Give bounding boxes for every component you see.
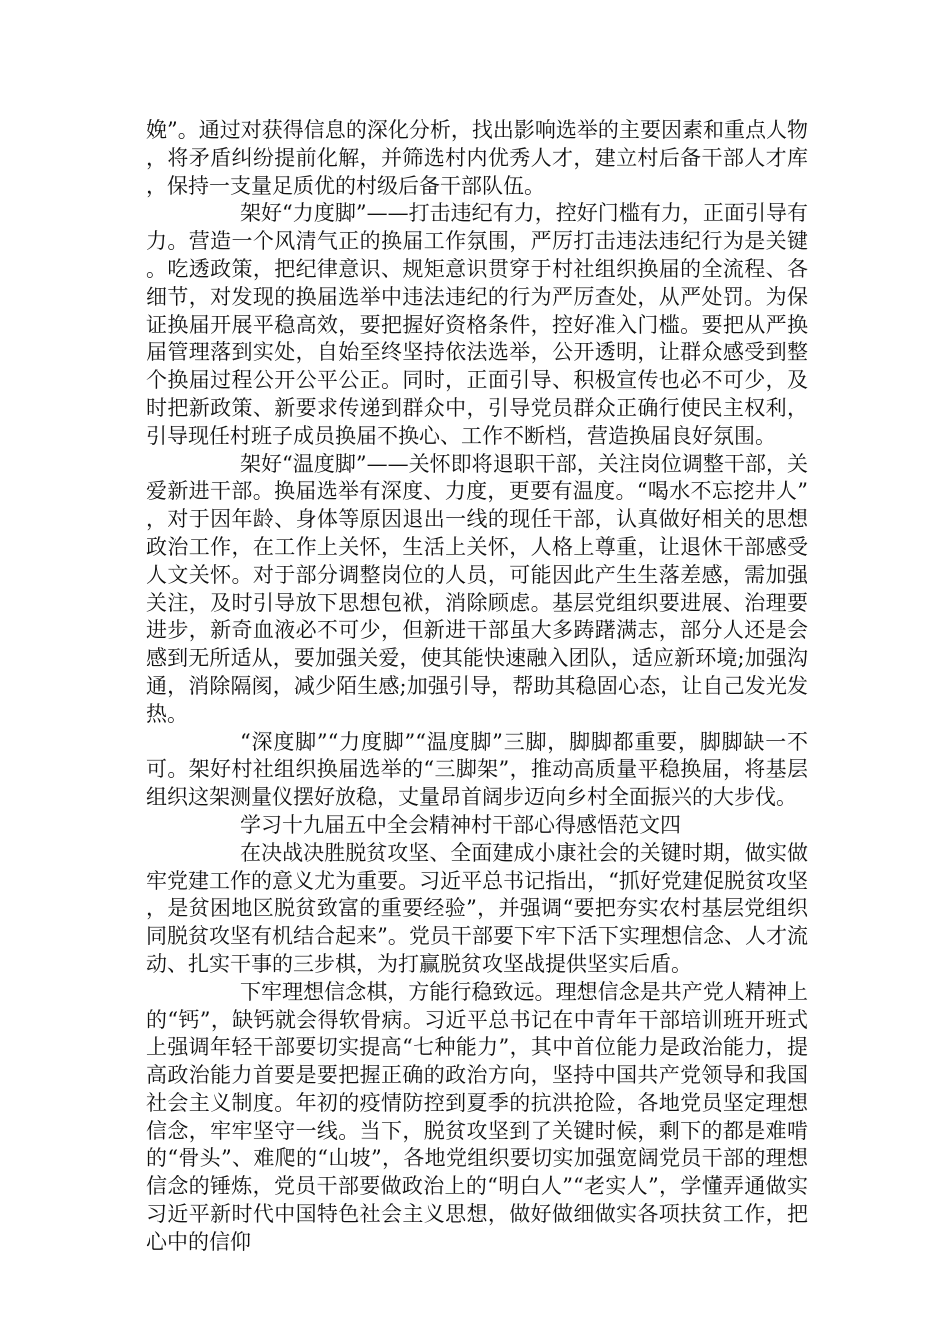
paragraph-tripod-summary: “深度脚”“力度脚”“温度脚”三脚，脚脚都重要，脚脚缺一不可。架好村社组织换届选举的“三脚架”，推动高质量平稳换届，将基层组织这架测量仪摆好放稳，丈量昂首阔步迈向乡村全面振兴的大步伐。 <box>146 729 808 810</box>
paragraph-strength-foot: 架好“力度脚”——打击违纪有力，控好门槛有力，正面引导有力。营造一个风清气正的换届工作氛围，严厉打击违法违纪行为是关键。吃透政策，把纪律意识、规矩意识贯穿于村社组织换届的全流程、各细节，对发现的换届选举中违法违纪的行为严厉查处，从严处罚。为保证换届开展平稳高效，要把握好资格条件，控好准入门槛。要把从严换届管理落到实处，自始至终坚持依法选举，公开透明，让群众感受到整个换届过程公开公平公正。同时，正面引导、积极宣传也必不可少，及时把新政策、新要求传递到群众中，引导党员群众正确行使民主权利，引导现任村班子成员换届不换心、工作不断档，营造换届良好氛围。 <box>146 201 808 448</box>
paragraph-intro: 在决战决胜脱贫攻坚、全面建成小康社会的关键时期，做实做牢党建工作的意义尤为重要。习近平总书记指出，“抓好党建促脱贫攻坚，是贫困地区脱贫致富的重要经验”，并强调“要把夯实农村基层党组织同脱贫攻坚有机结合起来”。党员干部要下牢下活下实理想信念、人才流动、扎实干事的三步棋，为打赢脱贫攻坚战提供坚实后盾。 <box>146 840 808 976</box>
paragraph-ideals: 下牢理想信念棋，方能行稳致远。理想信念是共产党人精神上的“钙”，缺钙就会得软骨病。习近平总书记在中青年干部培训班开班式上强调年轻干部要切实提高“七种能力”，其中首位能力是政治能力，提高政治能力首要是要把握正确的政治方向，坚持中国共产党领导和我国社会主义制度。年初的疫情防控到夏季的抗洪抢险，各地党员坚定理想信念，牢牢坚守一线。当下，脱贫攻坚到了关键时候，剩下的都是难啃的“骨头”、难爬的“山坡”，各地党组织要切实加强宽阔党员干部的理想信念的锤炼，党员干部要做政治上的“明白人”“老实人”，学懂弄通做实习近平新时代中国特色社会主义思想，做好做细做实各项扶贫工作，把心中的信仰 <box>146 979 808 1254</box>
paragraph-warmth-foot: 架好“温度脚”——关怀即将退职干部，关注岗位调整干部，关爱新进干部。换届选举有深度、力度，更要有温度。“喝水不忘挖井人”，对于因年龄、身体等原因退出一线的现任干部，认真做好相关的思想政治工作，在工作上关怀，生活上关怀，人格上尊重，让退休干部感受人文关怀。对于部分调整岗位的人员，可能因此产生生落差感，需加强关注，及时引导放下思想包袱，消除顾虑。基层党组织要进展、治理要进步，新奇血液必不可少，但新进干部虽大多踌躇满志，部分人还是会感到无所适从，要加强关爱，使其能快速融入团队，适应新环境;加强沟通，消除隔阂，减少陌生感;加强引导，帮助其稳固心态，让自己发光发热。 <box>146 451 808 726</box>
section-heading: 学习十九届五中全会精神村干部心得感悟范文四 <box>240 812 681 837</box>
paragraph-continuation: 娩”。通过对获得信息的深化分析，找出影响选举的主要因素和重点人物，将矛盾纠纷提前化解，并筛选村内优秀人才，建立村后备干部人才库，保持一支量足质优的村级后备干部队伍。 <box>146 118 808 198</box>
document-body <box>146 117 808 1257</box>
